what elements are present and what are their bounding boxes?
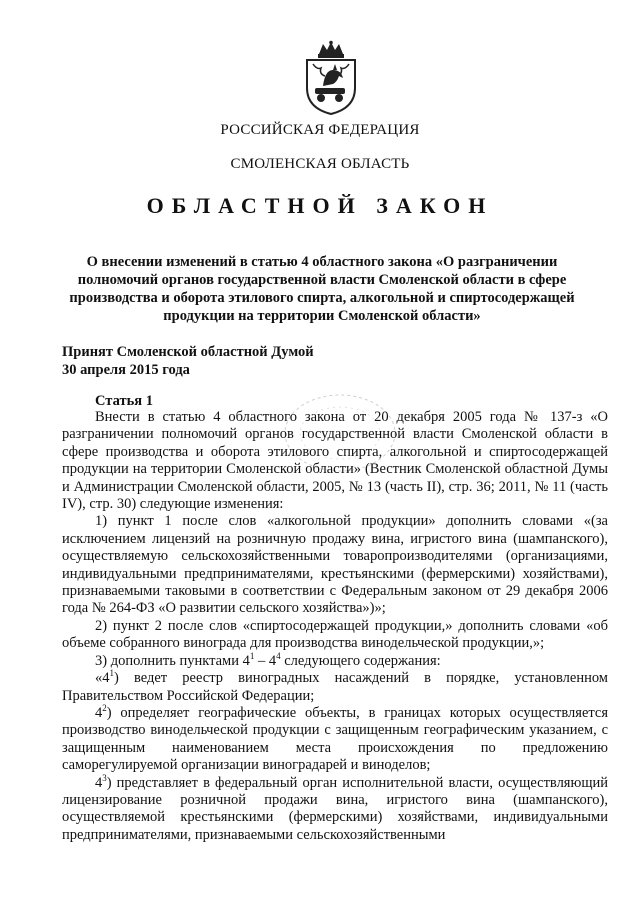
article-paragraph: 2) пункт 2 после слов «спиртосодержащей продукции,» дополнить словами «об объеме собранного винограда для производства винодельческой продукции,»; — [62, 617, 608, 652]
article-paragraph: «$4^1$) ведет реестр виноградных насаждений в порядке, установленном Правительством Российской Федерации; — [62, 668, 608, 704]
article-body — [62, 409, 608, 844]
adoption-date: 30 апреля 2015 года — [62, 362, 190, 378]
article-paragraph: Внести в статью 4 областного закона от 20 декабря 2005 года № 137-з «О разграничении полномочий органов государственной власти Смоленской области в сфере производства и оборота этилового спирта, алкогольной и спиртосодержащей продукции на территории Смоленской области» (Вестник Смоленской областной Думы и Администрации Смоленской области, 2005, № 13 (часть II), стр. 36; 2011, № 11 (часть IV), стр. 30) следующие изменения: — [62, 409, 608, 513]
coat-of-arms-icon — [299, 40, 363, 116]
country-name: РОССИЙСКАЯ ФЕДЕРАЦИЯ — [220, 122, 420, 138]
law-subject: О внесении изменений в статью 4 областного закона «О разграничении полномочий органов государственной власти Смоленской области в сфере производства и оборота этилового спирта, алкогольной и спиртосодержащей продукции на территории Смоленской области» — [69, 254, 575, 324]
document-type-title: ОБЛАСТНОЙ ЗАКОН — [146, 193, 494, 218]
region-name: СМОЛЕНСКАЯ ОБЛАСТЬ — [230, 156, 410, 172]
article-heading: Статья 1 — [95, 393, 153, 409]
adoption-info — [62, 343, 314, 379]
article-paragraph: $4^3$) представляет в федеральный орган исполнительной власти, осуществляющий лицензирование розничной продажи вина, игристого вина (шампанского), осуществляемой крестьянскими (фермерскими) хозяйствами, индивидуальными предпринимателями, признаваемыми сельскохозяйственными — [62, 772, 608, 843]
article-paragraph: 1) пункт 1 после слов «алкогольной продукции» дополнить словами «(за исключением лицензий на розничную продажу вина, игристого вина (шампанского), осуществляемую сельскохозяйственными товаропроизводителями (организациями, индивидуальными предпринимателями, крестьянскими (фермерскими) хозяйствами), признаваемыми таковыми в соответствии с Федеральным законом от 29 декабря 2006 года № 264-ФЗ «О развитии сельского хозяйства»)»; — [62, 513, 608, 617]
adopted-by: Принят Смоленской областной Думой — [62, 344, 314, 360]
article-paragraph: 3) дополнить пунктами $4^1 - 4^4$ следующего содержания: — [95, 650, 441, 669]
article-paragraph: $4^2$) определяет географические объекты, в границах которых осуществляется производство винодельческой продукции с защищенным географическим указанием, с защищенным наименованием места происхождения по предложению саморегулируемой организации виноградарей и виноделов; — [62, 703, 608, 774]
